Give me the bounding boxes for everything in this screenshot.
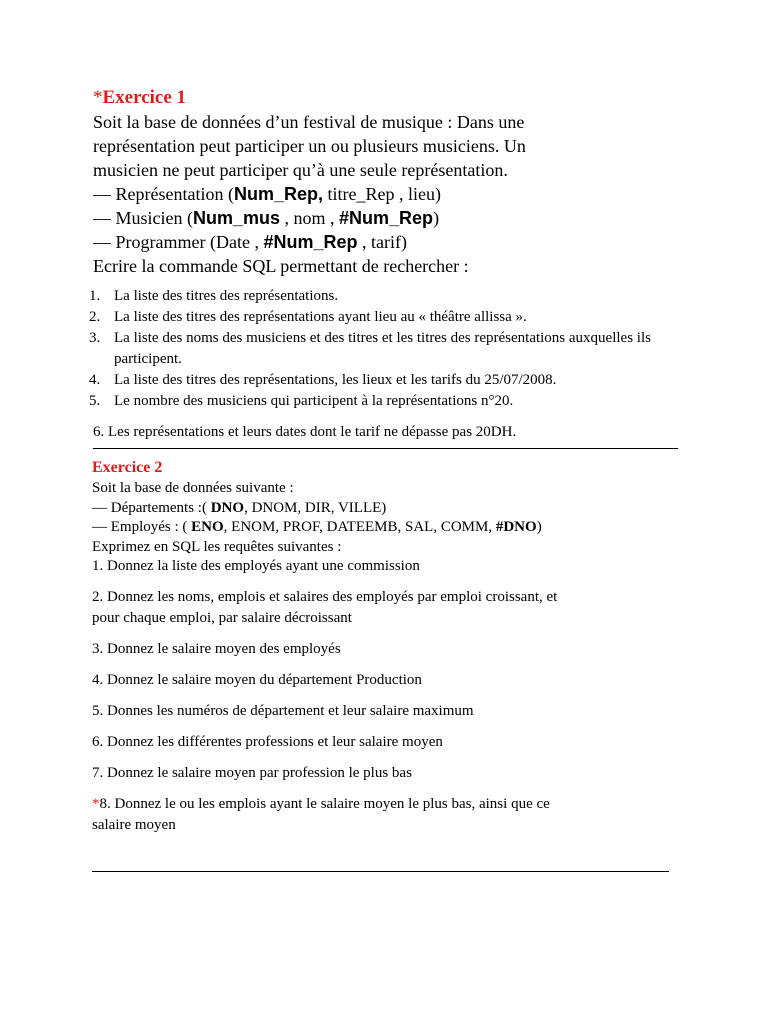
schema-mus-mid: , nom ,: [280, 208, 340, 228]
intro-line-1: Soit la base de données d’un festival de musique : Dans une: [93, 112, 525, 132]
schema-rep-key: Num_Rep,: [233, 184, 323, 204]
question-8-text: 8. Donnez le ou les emplois ayant le salaire moyen le plus bas, ainsi que ce: [99, 795, 550, 812]
exercise-1-title: [93, 86, 693, 110]
exercise-2-question-8-line-2: salaire moyen: [92, 816, 176, 833]
schema-prog-fk: #Num_Rep: [263, 232, 358, 252]
intro-line-2: représentation peut participer un ou plusieurs musiciens. Un: [93, 136, 526, 156]
question-number: 2.: [89, 309, 101, 325]
schema-emp-mid: , ENOM, PROF, DATEEMB, SAL, COMM,: [223, 519, 496, 535]
schema-mus-fk: #Num_Rep: [339, 208, 434, 228]
question-text: La liste des noms des musiciens et des titres et les titres des représentations auxquelles ils participent.: [114, 330, 651, 367]
intro-line-3: musicien ne peut participer qu’à une seule représentation.: [93, 160, 508, 180]
schema-dep-key: DNO: [210, 499, 245, 516]
exercise-2-question-7: 7. Donnez le salaire moyen par profession le plus bas: [92, 764, 412, 781]
exercise-1: [89, 86, 693, 442]
question-number: 1.: [89, 288, 101, 304]
list-item: [89, 370, 693, 391]
exercise-1-instruction: Ecrire la commande SQL permettant de rechercher :: [93, 256, 469, 276]
schema-prog-prefix: — Programmer (Date ,: [93, 232, 264, 252]
end-divider: [92, 871, 669, 872]
schema-rep-rest: titre_Rep , lieu): [322, 184, 441, 204]
exercise-2-instruction: Exprimez en SQL les requêtes suivantes :: [92, 538, 342, 555]
list-item: [89, 286, 693, 307]
list-item: [89, 391, 693, 412]
question-text: La liste des titres des représentations.: [114, 288, 339, 304]
schema-mus-prefix: — Musicien (: [93, 208, 193, 228]
schema-emp-rest: ): [536, 519, 542, 535]
exercise-2: [92, 457, 692, 836]
schema-emp-key: ENO: [191, 519, 224, 535]
exercise-2-title: Exercice 2: [92, 459, 163, 476]
exercise-2-question-1: 1. Donnez la liste des employés ayant une commission: [92, 558, 420, 574]
list-item: [89, 307, 693, 328]
exercise-2-question-6: 6. Donnez les différentes professions et leur salaire moyen: [92, 733, 443, 750]
schema-employes: [92, 518, 692, 538]
question-text: La liste des titres des représentations ayant lieu au « théâtre allissa ».: [114, 309, 527, 325]
schema-dep-prefix: — Départements :(: [92, 499, 211, 516]
schema-mus-rest: ): [433, 208, 440, 228]
exercise-2-question-3: 3. Donnez le salaire moyen des employés: [92, 640, 341, 657]
schema-rep-prefix: — Représentation (: [93, 184, 234, 204]
section-divider: [93, 448, 678, 449]
schema-representation: [93, 182, 693, 206]
question-number: 3.: [89, 330, 101, 346]
exercise-2-question-4: 4. Donnez le salaire moyen du département Production: [92, 671, 422, 688]
schema-emp-fk: #DNO: [495, 519, 537, 535]
schema-dep-rest: , DNOM, DIR, VILLE): [244, 499, 387, 516]
question-8-star: *: [92, 795, 100, 812]
exercise-2-question-8-line-1: [92, 794, 692, 815]
schema-prog-rest: , tarif): [357, 232, 407, 252]
schema-programmer: [93, 230, 693, 254]
list-item: [89, 328, 693, 370]
question-number: 5.: [89, 393, 101, 409]
question-text: Le nombre des musiciens qui participent à la représentations n°20.: [114, 393, 514, 409]
exercise-1-star: *: [93, 87, 103, 108]
exercise-2-intro: Soit la base de données suivante :: [92, 480, 294, 496]
exercise-1-question-list: [89, 286, 693, 412]
question-text: La liste des titres des représentations, les lieux et les tarifs du 25/07/2008.: [114, 372, 557, 388]
exercise-1-question-6: 6. Les représentations et leurs dates dont le tarif ne dépasse pas 20DH.: [93, 424, 517, 440]
exercise-2-question-2-line-2: pour chaque emploi, par salaire décroissant: [92, 609, 352, 626]
question-number: 4.: [89, 372, 101, 388]
schema-musicien: [93, 206, 693, 230]
exercise-2-question-2-line-1: 2. Donnez les noms, emplois et salaires des employés par emploi croissant, et: [92, 588, 558, 605]
schema-departements: [92, 499, 692, 519]
schema-emp-prefix: — Employés : (: [92, 519, 192, 535]
exercise-2-question-5: 5. Donnes les numéros de département et leur salaire maximum: [92, 702, 474, 719]
exercise-1-title-text: Exercice 1: [102, 87, 187, 108]
schema-mus-key: Num_mus: [192, 208, 281, 228]
